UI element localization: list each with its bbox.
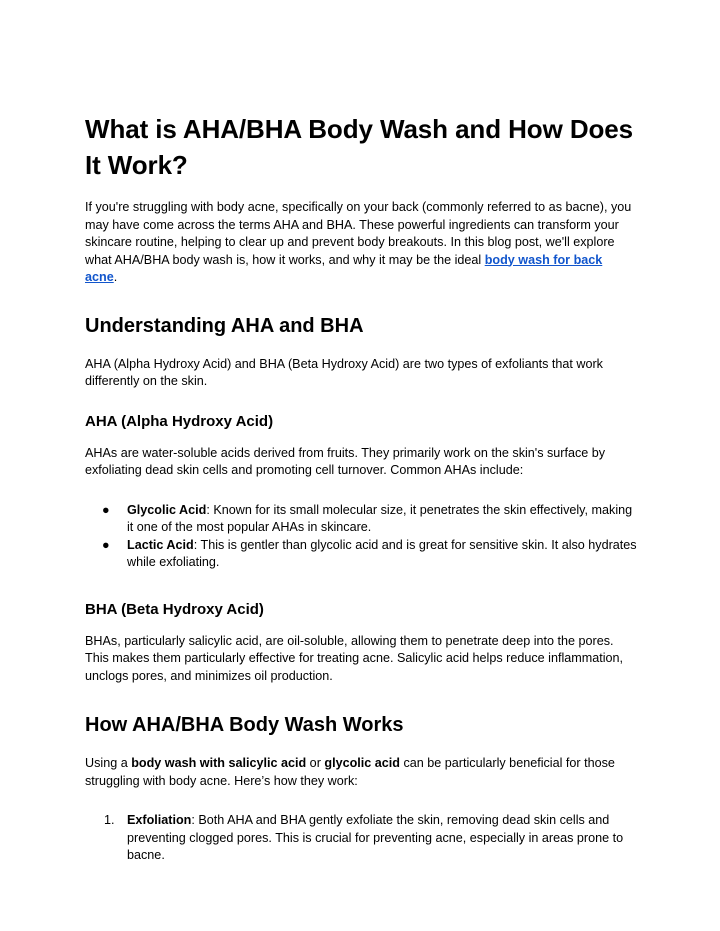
- intro-paragraph: [85, 199, 637, 287]
- bullet-icon: ●: [102, 502, 110, 517]
- how-text-pre: Using a: [85, 756, 132, 770]
- page-title: What is AHA/BHA Body Wash and How Does It Work?: [85, 114, 634, 180]
- bha-paragraph: BHAs, particularly salicylic acid, are oil-soluble, allowing them to penetrate deep into the pores. This makes them particularly effective for treating acne. Salicylic acid helps reduce inflammation, unclogs pores, and minimizes oil production.: [85, 633, 624, 683]
- how-text-mid: or: [306, 756, 325, 770]
- list-item-term: Lactic Acid: [127, 537, 194, 552]
- how-it-works-heading: How AHA/BHA Body Wash Works: [85, 714, 404, 736]
- list-item-term: Exfoliation: [127, 813, 192, 827]
- list-item: [85, 812, 637, 865]
- list-item-desc: : Known for its small molecular size, it penetrates the skin effectively, making it one of the most popular AHAs in skincare.: [127, 502, 633, 534]
- understanding-paragraph: AHA (Alpha Hydroxy Acid) and BHA (Beta Hydroxy Acid) are two types of exfoliants that work differently on the skin.: [85, 356, 603, 388]
- bha-heading: BHA (Beta Hydroxy Acid): [85, 600, 264, 618]
- list-item-term: Glycolic Acid: [127, 502, 207, 517]
- understanding-heading: Understanding AHA and BHA: [85, 314, 364, 337]
- document-page: [85, 111, 637, 886]
- list-item-desc: : This is gentler than glycolic acid and is great for sensitive skin. It also hydrates while exfoliating.: [127, 537, 637, 569]
- list-item: [85, 537, 637, 572]
- how-bold-salicylic: body wash with salicylic acid: [131, 756, 307, 770]
- bullet-icon: ●: [102, 537, 110, 552]
- list-number: 1.: [104, 813, 115, 827]
- aha-list: [85, 502, 637, 572]
- intro-text: If you're struggling with body acne, specifically on your back (commonly referred to as bacne), you may have come across the terms AHA and BHA. These powerful ingredients can transform your skincare routine, helping to clear up and prevent body breakouts. In this blog post, we'll explore what AHA/BHA body wash is, how it works, and why it may be the ideal: [85, 200, 632, 267]
- how-text-post: can be particularly beneficial for those struggling with body acne. Here’s how they work:: [85, 756, 615, 788]
- how-it-works-list: [85, 812, 637, 865]
- list-item-desc: : Both AHA and BHA gently exfoliate the skin, removing dead skin cells and preventing clogged pores. This is crucial for preventing acne, especially in areas prone to bacne.: [127, 813, 624, 862]
- intro-after: .: [113, 270, 118, 284]
- body-wash-for-back-acne-link[interactable]: body wash for back acne: [85, 252, 603, 284]
- aha-paragraph: AHAs are water-soluble acids derived from fruits. They primarily work on the skin's surface by exfoliating dead skin cells and promoting cell turnover. Common AHAs include:: [85, 445, 606, 477]
- list-item: [85, 502, 637, 537]
- how-bold-glycolic: glycolic acid: [324, 756, 400, 770]
- aha-heading: AHA (Alpha Hydroxy Acid): [85, 412, 274, 430]
- how-it-works-paragraph: [85, 755, 637, 790]
